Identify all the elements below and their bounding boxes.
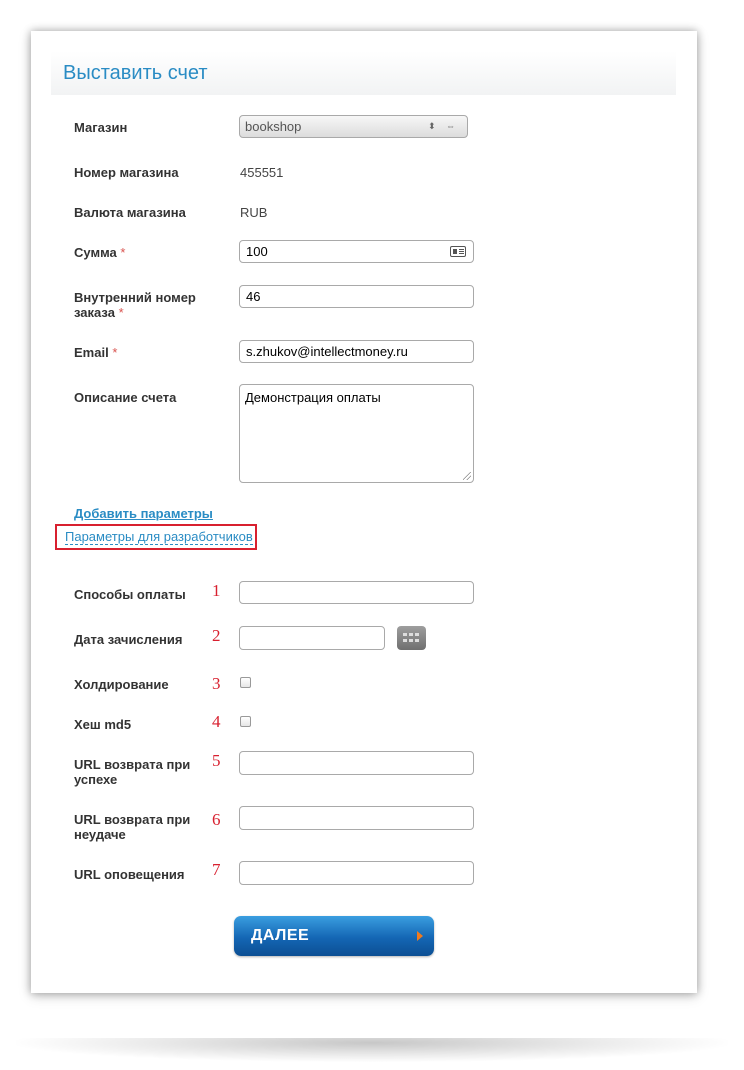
shop-label: Магазин bbox=[74, 120, 128, 135]
invoice-form-card bbox=[31, 31, 697, 993]
contact-card-icon[interactable] bbox=[450, 246, 466, 257]
required-mark: * bbox=[118, 305, 124, 320]
shop-currency-label: Валюта магазина bbox=[74, 205, 186, 220]
order-id-label-text: Внутренний номер заказа bbox=[74, 290, 196, 320]
notify-url-input[interactable] bbox=[239, 861, 474, 885]
holding-checkbox[interactable] bbox=[240, 677, 251, 688]
page-title: Выставить счет bbox=[63, 62, 208, 84]
shop-select[interactable] bbox=[239, 115, 468, 138]
shop-currency-value: RUB bbox=[240, 205, 268, 220]
amount-label bbox=[74, 245, 209, 260]
next-button-label: ДАЛЕЕ bbox=[251, 927, 310, 944]
amount-label-text: Сумма bbox=[74, 245, 117, 260]
marker-7: 7 bbox=[212, 860, 221, 879]
shop-select-value: bookshop bbox=[245, 119, 302, 134]
description-textarea[interactable] bbox=[239, 384, 474, 483]
order-id-label bbox=[74, 290, 209, 320]
order-id-input[interactable]: 46 bbox=[239, 285, 474, 308]
notify-url-label: URL оповещения bbox=[74, 867, 185, 882]
fail-url-label: URL возврата при неудаче bbox=[74, 812, 191, 842]
calendar-button[interactable] bbox=[397, 626, 426, 650]
payment-methods-label: Способы оплаты bbox=[74, 587, 186, 602]
select-arrows-icon: ⬍ ⇔ bbox=[427, 121, 459, 131]
md5-hash-label: Хеш md5 bbox=[74, 717, 132, 732]
dev-params-link[interactable]: Параметры для разработчиков bbox=[65, 529, 253, 544]
success-url-label: URL возврата при успехе bbox=[74, 757, 191, 787]
add-params-link[interactable]: Добавить параметры bbox=[74, 506, 213, 521]
page-curl-shadow bbox=[16, 1038, 728, 1062]
email-input[interactable]: s.zhukov@intellectmoney.ru bbox=[239, 340, 474, 363]
amount-input[interactable] bbox=[239, 240, 474, 263]
amount-value: 100 bbox=[246, 244, 268, 259]
arrow-right-icon bbox=[417, 931, 423, 941]
fail-url-input[interactable] bbox=[239, 806, 474, 830]
dev-params-highlight bbox=[55, 524, 257, 550]
resize-grip-icon[interactable] bbox=[463, 472, 471, 480]
description-label: Описание счета bbox=[74, 390, 177, 405]
payment-methods-input[interactable] bbox=[239, 581, 474, 604]
marker-1: 1 bbox=[212, 581, 221, 600]
credit-date-input[interactable] bbox=[239, 626, 385, 650]
header-bar bbox=[51, 51, 676, 95]
shop-number-value: 455551 bbox=[240, 165, 284, 180]
marker-3: 3 bbox=[212, 674, 221, 693]
credit-date-label: Дата зачисления bbox=[74, 632, 183, 647]
required-mark: * bbox=[112, 345, 118, 360]
marker-6: 6 bbox=[212, 810, 221, 829]
required-mark: * bbox=[120, 245, 126, 260]
email-label bbox=[74, 345, 209, 360]
md5-hash-checkbox[interactable] bbox=[240, 716, 251, 727]
calendar-icon bbox=[403, 633, 420, 643]
success-url-input[interactable] bbox=[239, 751, 474, 775]
description-value: Демонстрация оплаты bbox=[245, 390, 381, 405]
holding-label: Холдирование bbox=[74, 677, 169, 692]
marker-5: 5 bbox=[212, 751, 221, 770]
shop-number-label: Номер магазина bbox=[74, 165, 179, 180]
marker-4: 4 bbox=[212, 712, 221, 731]
marker-2: 2 bbox=[212, 626, 221, 645]
next-button[interactable] bbox=[234, 916, 434, 956]
email-label-text: Email bbox=[74, 345, 109, 360]
